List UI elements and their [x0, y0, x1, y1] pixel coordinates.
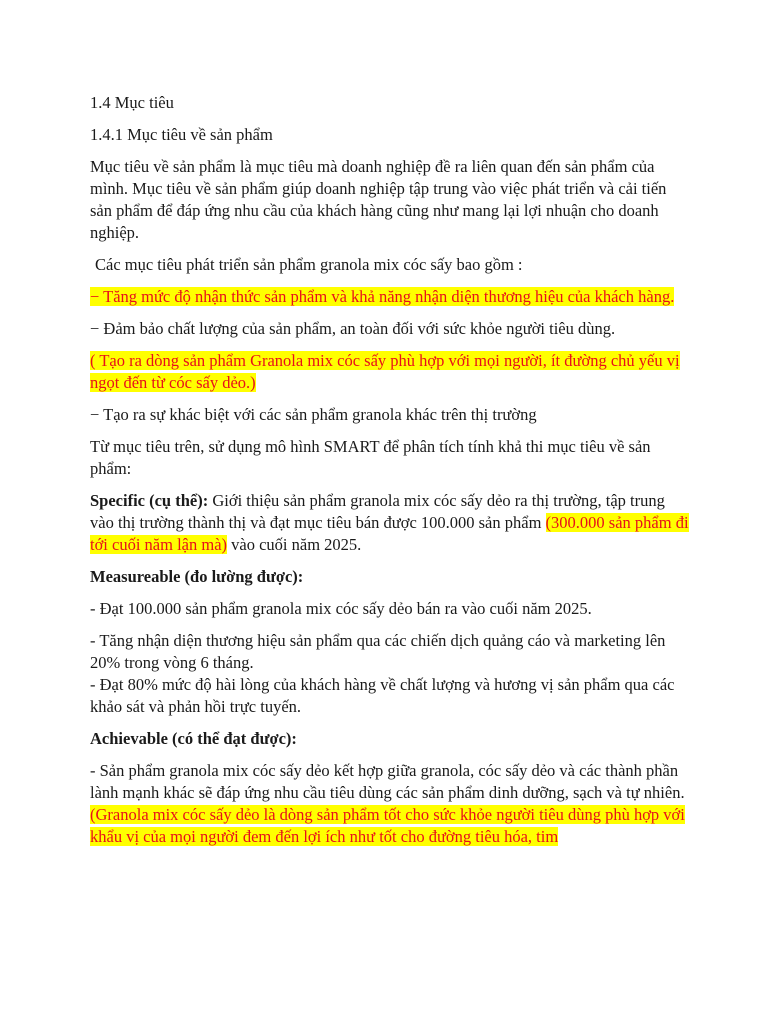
- specific-paragraph: [90, 490, 690, 556]
- smart-intro: Từ mục tiêu trên, sử dụng mô hình SMART để phân tích tính khả thi mục tiêu về sản phẩm:: [90, 437, 651, 478]
- highlighted-text: ( Tạo ra dòng sản phẩm Granola mix cóc sấy phù hợp với mọi người, ít đường chủ yếu vị ngọt đến từ cóc sấy dẻo.): [90, 351, 680, 392]
- goals-intro: Các mục tiêu phát triển sản phẩm granola mix cóc sấy bao gồm :: [95, 255, 523, 274]
- intro-paragraph: Mục tiêu về sản phẩm là mục tiêu mà doanh nghiệp đề ra liên quan đến sản phẩm của mình. Mục tiêu về sản phẩm giúp doanh nghiệp tập trung vào việc phát triển và cải tiến sản phẩm để đáp ứng nhu cầu của khách hàng cũng như mang lại lợi nhuận cho doanh nghiệp.: [90, 157, 667, 242]
- specific-highlighted: (300.000 sản phẩm đi tới cuối năm lận mà): [90, 513, 689, 554]
- goal-2: − Đảm bảo chất lượng của sản phẩm, an toàn đối với sức khỏe người tiêu dùng.: [90, 319, 616, 338]
- achievable-note: [90, 804, 690, 848]
- document-page: [90, 92, 690, 848]
- measurable-item-1: - Đạt 100.000 sản phẩm granola mix cóc sấy dẻo bán ra vào cuối năm 2025.: [90, 599, 592, 618]
- measurable-item-2: - Tăng nhận diện thương hiệu sản phẩm qua các chiến dịch quảng cáo và marketing lên 20% trong vòng 6 tháng.: [90, 631, 666, 672]
- goal-1-highlighted: [90, 286, 690, 308]
- specific-label: Specific (cụ thể):: [90, 491, 209, 510]
- measurable-item-3: - Đạt 80% mức độ hài lòng của khách hàng về chất lượng và hương vị sản phẩm qua các khảo sát và phản hồi trực tuyến.: [90, 675, 675, 716]
- highlighted-text: − Tăng mức độ nhận thức sản phẩm và khả năng nhận diện thương hiệu của khách hàng.: [90, 287, 675, 306]
- measurable-heading: [90, 566, 690, 588]
- achievable-label: Achievable (có thể đạt được):: [90, 729, 297, 748]
- achievable-item-1: - Sản phẩm granola mix cóc sấy dẻo kết hợp giữa granola, cóc sấy dẻo và các thành phần lành mạnh khác sẽ đáp ứng nhu cầu tiêu dùng các sản phẩm dinh dưỡng, sạch và tự nhiên.: [90, 761, 685, 802]
- specific-text-end: vào cuối năm 2025.: [227, 535, 362, 554]
- goal-2-note: [90, 350, 690, 394]
- achievable-highlighted: (Granola mix cóc sấy dẻo là dòng sản phẩm tốt cho sức khỏe người tiêu dùng phù hợp với khẩu vị của mọi người đem đến lợi ích như tốt cho đường tiêu hóa, tim: [90, 805, 685, 846]
- section-heading-1-4: 1.4 Mục tiêu: [90, 93, 174, 112]
- achievable-heading: [90, 728, 690, 750]
- section-heading-1-4-1: 1.4.1 Mục tiêu về sản phẩm: [90, 125, 273, 144]
- specific-text: Giới thiệu sản phẩm granola mix cóc sấy dẻo ra thị trường, tập trung vào thị trường thành thị và đạt mục tiêu bán được 100.000 sản phẩm: [90, 491, 665, 532]
- goal-3: − Tạo ra sự khác biệt với các sản phẩm granola khác trên thị trường: [90, 405, 537, 424]
- measurable-label: Measureable (đo lường được):: [90, 567, 304, 586]
